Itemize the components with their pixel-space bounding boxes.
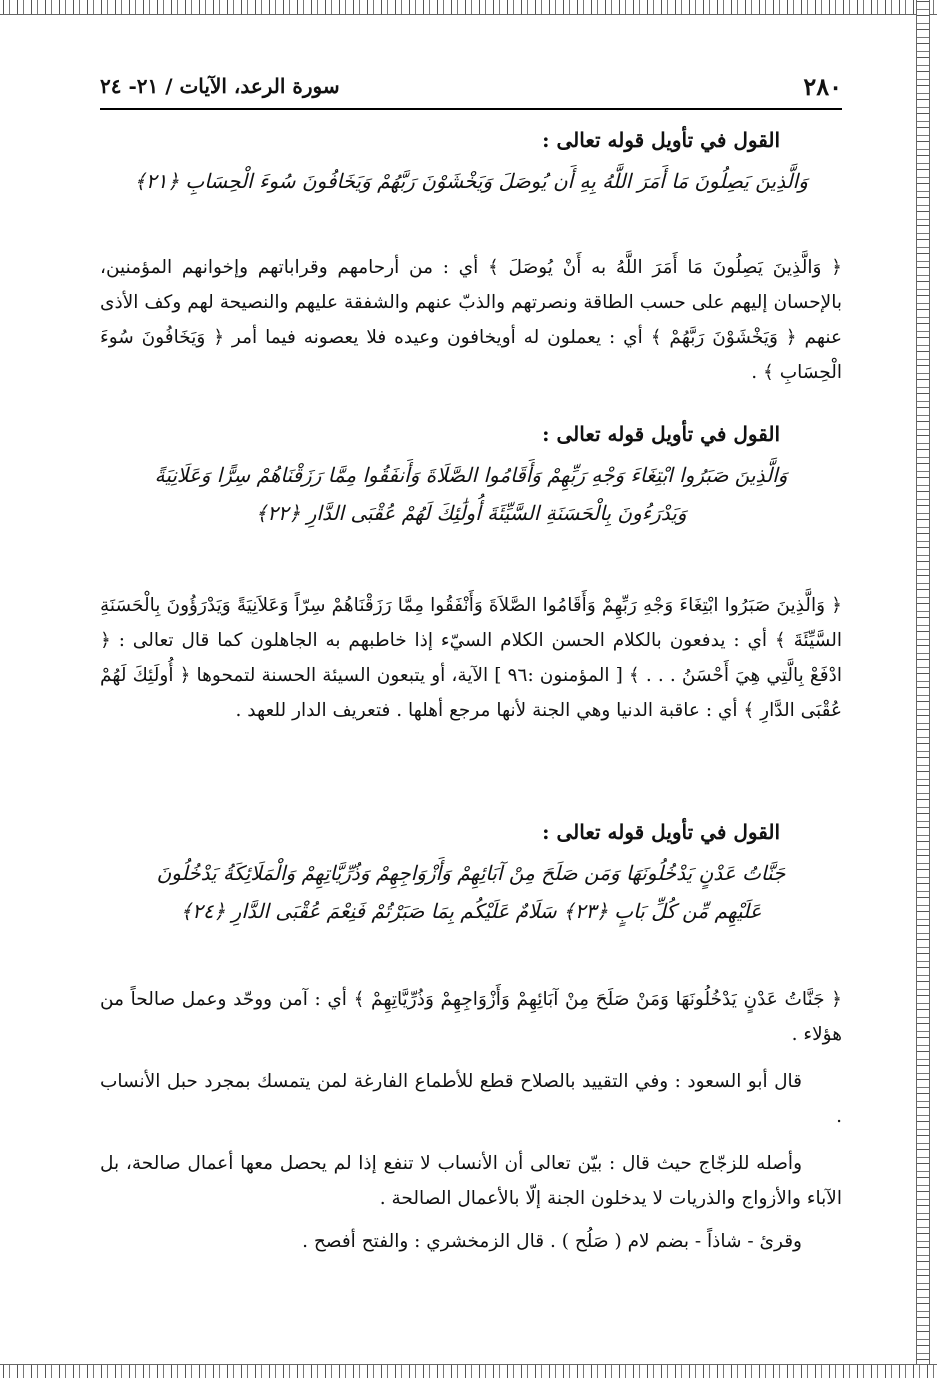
commentary-paragraph: ﴿ وَالَّذِينَ صَبَرُوا ابْتِغَاءَ وَجْهِ رَبِّهِمْ وَأَقَامُوا الصَّلاَةَ وَأَنْفَقُوا مِمَّا رَزَقْنَاهُمْ سِرّاً وَعَلاَنِيَةً وَيَدْرَؤُونَ بِالْحَسَنَةِ السَّيِّئَةَ ﴾ أي : يدفعون بالكلام الحسن الكلام السيّء إذا خاطبهم به الجاهلون كما قال تعالى : ﴿ ادْفَعْ بِالَّتِي هِيَ أَحْسَنُ . . . ﴾ [ المؤمنون :٩٦ ] الآية، أو يتبعون السيئة الحسنة لتمحوها ﴿ أُولَئِكَ لَهُمْ عُقْبَى الدَّارِ ﴾ أي : عاقبة الدنيا وهي الجنة لأنها مرجع أهلها . فتعريف الدار للعهد .	[100, 595, 842, 721]
page-header	[100, 64, 842, 110]
section-heading: القول في تأويل قوله تعالى :	[542, 422, 780, 446]
section-23-24	[100, 820, 842, 930]
quran-verse: وَالَّذِينَ صَبَرُوا ابْتِغَاءَ وَجْهِ رَبِّهِمْ وَأَقَامُوا الصَّلَاةَ وَأَنفَقُوا مِمَّا رَزَقْنَاهُمْ سِرًّا وَعَلَانِيَةً وَيَدْرَءُونَ بِالْحَسَنَةِ السَّيِّئَةَ أُولَٰئِكَ لَهُمْ عُقْبَى الدَّارِ ﴿٢٢﴾	[154, 463, 788, 525]
section-22	[100, 422, 842, 532]
commentary-22	[100, 588, 842, 728]
page-number: ٢٨٠	[803, 71, 842, 101]
surah-title: سورة الرعد، الآيات / ٢١- ٢٤	[100, 74, 340, 98]
quote-zajjaj: وأصله للزجّاج حيث قال : بيّن تعالى أن الأنساب لا تنفع إذا لم يحصل معها أعمال صالحة، بل الآباء والأزواج والذريات لا يدخلون الجنة إلّا بالأعمال الصالحة .	[100, 1153, 842, 1209]
section-heading: القول في تأويل قوله تعالى :	[542, 128, 780, 152]
quran-verse: وَالَّذِينَ يَصِلُونَ مَا أَمَرَ اللَّهُ بِهِ أَن يُوصَلَ وَيَخْشَوْنَ رَبَّهُمْ وَيَخَافُونَ سُوءَ الْحِسَابِ ﴿٢١﴾	[134, 169, 808, 193]
section-heading: القول في تأويل قوله تعالى :	[542, 820, 780, 844]
qiraah-note: وقرئ - شاذاً - بضم لام ( صَلُح ) . قال الزمخشري : والفتح أفصح .	[302, 1231, 802, 1252]
decorative-border-right	[916, 0, 930, 1377]
commentary-paragraph: ﴿ وَالَّذِينَ يَصِلُونَ مَا أَمَرَ اللَّهُ به أَنْ يُوصَلَ ﴾ أي : من أرحامهم وقراباتهم وإخوانهم المؤمنين، بالإحسان إليهم على حسب الطاقة ونصرتهم والذبّ عنهم والشفقة عليهم والنصيحة لهم وكف الأذى عنهم ﴿ وَيَخْشَوْنَ رَبَّهُمْ ﴾ أي : يعملون له أويخافون وعيده فلا يعصونه فيما أمر ﴿ وَيَخَافُونَ سُوءَ الْحِسَابِ ﴾ .	[100, 257, 842, 383]
commentary-paragraph: ﴿ جَنَّاتُ عَدْنٍ يَدْخُلُونَهَا وَمَنْ صَلَحَ مِنْ آبَائِهِمْ وَأَزْوَاجِهِمْ وَذُرِّيَّاتِهِمْ ﴾ أي : آمن ووحّد وعمل صالحاً من هؤلاء .	[100, 989, 842, 1045]
commentary-21	[100, 250, 842, 390]
quran-verse: جَنَّاتُ عَدْنٍ يَدْخُلُونَهَا وَمَن صَلَحَ مِنْ آبَائِهِمْ وَأَزْوَاجِهِمْ وَذُرِّيَّاتِهِمْ وَالْمَلَائِكَةُ يَدْخُلُونَ عَلَيْهِم مِّن كُلِّ بَابٍ ﴿٢٣﴾ سَلَامٌ عَلَيْكُم بِمَا صَبَرْتُمْ فَنِعْمَ عُقْبَى الدَّارِ ﴿٢٤﴾	[156, 861, 786, 923]
commentary-23-24	[100, 982, 842, 1259]
section-21	[100, 128, 842, 200]
quote-abu-alsaud: قال أبو السعود : وفي التقييد بالصلاح قطع للأطماع الفارغة لمن يتمسك بمجرد حبل الأنساب .	[100, 1071, 842, 1127]
decorative-border-bottom	[0, 1364, 937, 1378]
decorative-border-top	[0, 0, 937, 15]
